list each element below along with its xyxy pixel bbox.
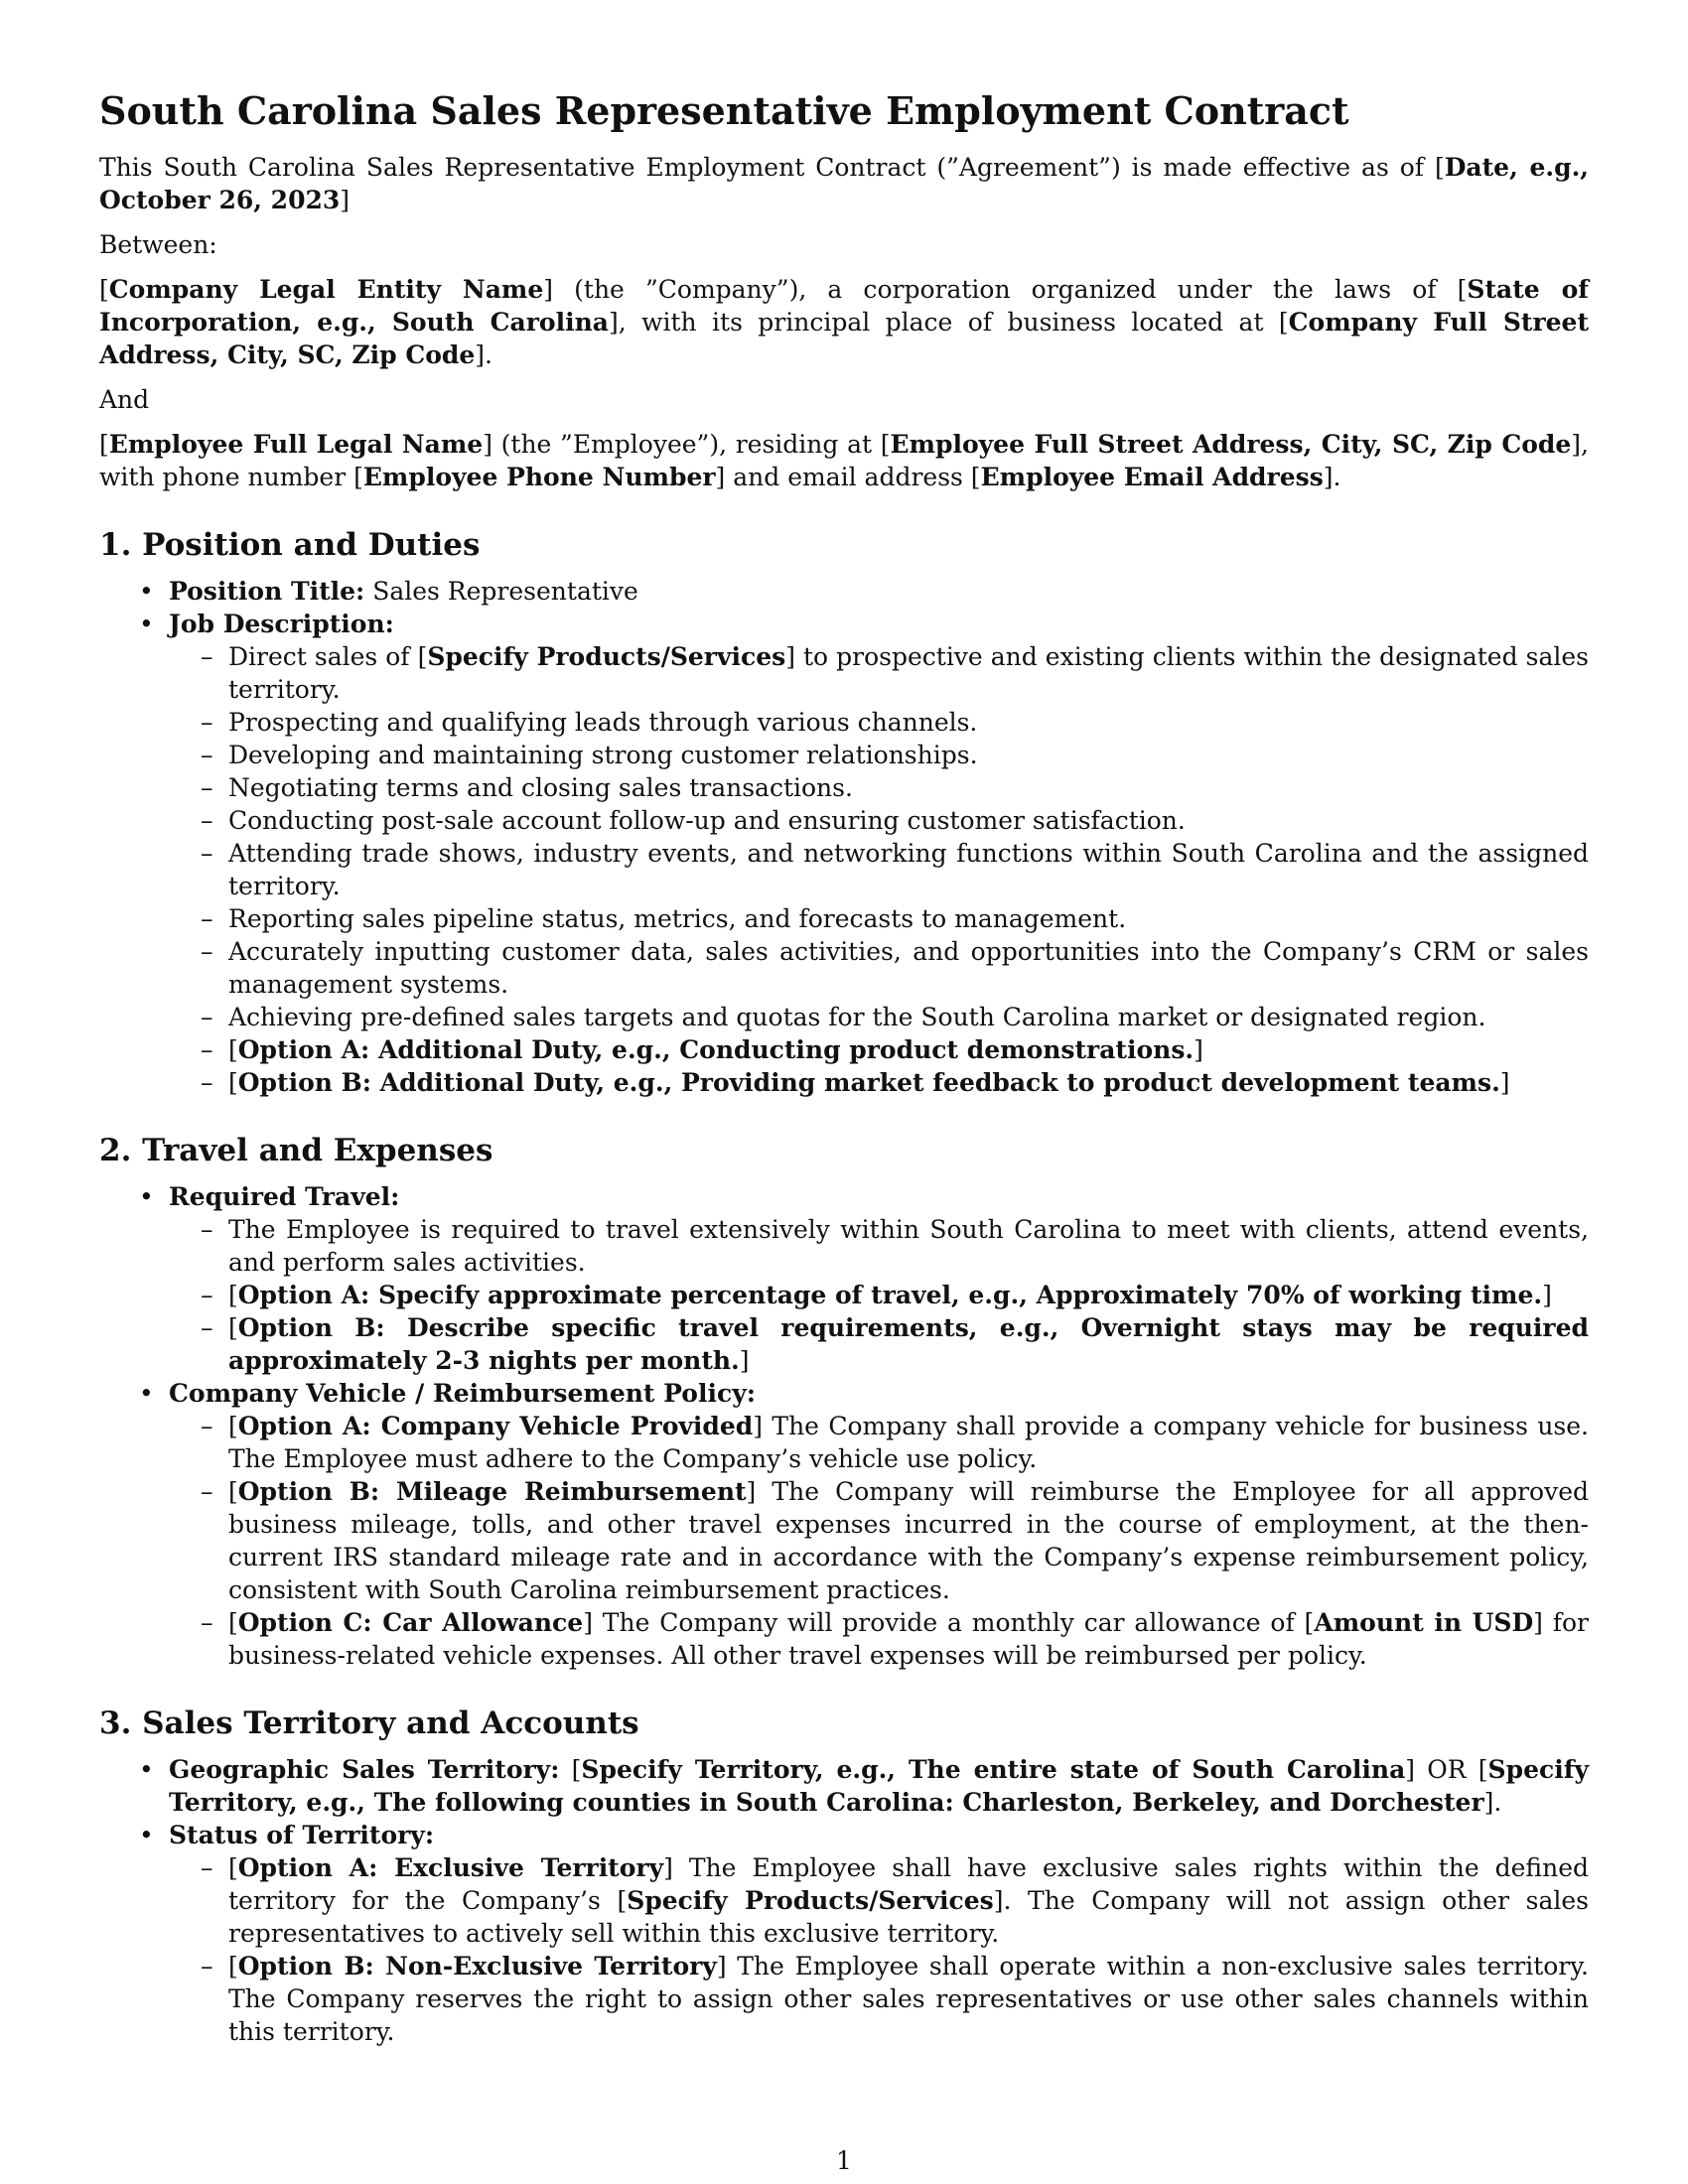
option-a-duty: Option A: Additional Duty, e.g., Conducting product demonstrations. (237, 1035, 1195, 1064)
travel-option-a: Option A: Specify approximate percentage of travel, e.g., Approximately 70% of working time. (237, 1281, 1543, 1309)
position-list (99, 575, 1589, 1099)
vehicle-option-a-label: Option A: Company Vehicle Provided (237, 1412, 754, 1440)
territory-option-a-label: Option A: Exclusive Territory (237, 1853, 664, 1882)
list-item (99, 608, 1589, 1099)
text: ] OR [ (1405, 1755, 1488, 1784)
amount-placeholder: Amount in USD (1314, 1608, 1534, 1637)
list-item: – Accurately inputting customer data, sales activities, and opportunities into the Company’s CRM or sales management systems. (169, 935, 1589, 1001)
text: The Company shall provide a company vehicle for business use. The Employee must adhere to the Company’s vehicle use policy. (228, 1412, 1589, 1473)
text: ] to prospective and existing clients within the designated sales territory. (228, 642, 1589, 704)
employee-phone-placeholder: Employee Phone Number (362, 463, 716, 491)
vehicle-policy-label: Company Vehicle / Reimbursement Policy: (169, 1379, 756, 1408)
list-item: – Conducting post-sale account follow-up and ensuring customer satisfaction. (169, 804, 1589, 837)
effective-date-placeholder: Date, e.g., October 26, 2023 (99, 153, 1589, 214)
page-title: South Carolina Sales Representative Employment Contract (99, 88, 1349, 133)
between-label: Between: (99, 230, 217, 259)
list-item: – Reporting sales pipeline status, metrics, and forecasts to management. (169, 902, 1589, 935)
state-placeholder: State of Incorporation, e.g., South Carolina (99, 275, 1589, 337)
duties-list (169, 640, 1589, 1099)
intro-text: This South Carolina Sales Representative Employment Contract (”Agreement”) is made effective as of [ (99, 153, 1445, 182)
position-title-label: Position Title: (169, 577, 365, 606)
text: ]. (1483, 1788, 1502, 1817)
section-heading-position: 1. Position and Duties (99, 527, 481, 563)
list-item: – Achieving pre-defined sales targets and quotas for the South Carolina market or designated region. (169, 1001, 1589, 1033)
text: ]. The Company will not assign other sales representatives to actively sell within this exclusive territory. (228, 1886, 1590, 1948)
employee-name-placeholder: Employee Full Legal Name (108, 430, 484, 459)
employee-email-placeholder: Employee Email Address (980, 463, 1324, 491)
list-item: – Developing and maintaining strong customer relationships. (169, 739, 1589, 771)
list-item (99, 1753, 1589, 1819)
and-label: And (99, 385, 150, 414)
text: ] and email address [ (715, 463, 981, 491)
employee-address-placeholder: Employee Full Street Address, City, SC, Zip Code (890, 430, 1572, 459)
list-item: – [Option B: Describe specific travel requirements, e.g., Overnight stays may be required approximately 2-3 nights per month.] (169, 1311, 1589, 1377)
list-item: – [Option B: Additional Duty, e.g., Providing market feedback to product development teams.] (169, 1066, 1589, 1099)
text: ] for business-related vehicle expenses. All other travel expenses will be reimbursed per policy. (228, 1608, 1589, 1670)
text: The Employee shall have exclusive sales rights within the defined territory for the Company’s [ (228, 1853, 1589, 1915)
list-item: – [Option A: Exclusive Territory] The Employee shall have exclusive sales rights within the defined territory for the Company’s [Specify Products/Services]. The Company will not assign other sales representatives to actively sell within this exclusive territory. (169, 1851, 1589, 1950)
text: [ (99, 430, 109, 459)
products-placeholder: Specify Products/Services (427, 642, 786, 671)
travel-option-b: Option B: Describe specific travel requirements, e.g., Overnight stays may be required approximately 2-3 nights per month. (228, 1313, 1589, 1375)
text: ] (the ”Employee”), residing at [ (483, 430, 891, 459)
geographic-territory-label: Geographic Sales Territory: (169, 1755, 560, 1784)
list-item: – [Option A: Specify approximate percentage of travel, e.g., Approximately 70% of working time.] (169, 1279, 1589, 1311)
position-title-value: Sales Representative (364, 577, 638, 606)
section-heading-territory: 3. Sales Territory and Accounts (99, 1706, 639, 1741)
list-item: – [Option C: Car Allowance] The Company will provide a monthly car allowance of [Amount in USD] for business-related vehicle expenses. All other travel expenses will be reimbursed per policy. (169, 1606, 1589, 1672)
list-item (99, 1180, 1589, 1377)
text: ]. (1323, 463, 1341, 491)
option-b-duty: Option B: Additional Duty, e.g., Providing market feedback to product development teams. (237, 1068, 1500, 1097)
territory-option-b-label: Option B: Non-Exclusive Territory (237, 1952, 717, 1980)
territory-list (99, 1753, 1589, 2048)
text: ], with phone number [ (99, 430, 1589, 491)
text: [ (559, 1755, 582, 1784)
page-number: 1 (836, 2146, 852, 2175)
list-item: – [Option A: Company Vehicle Provided] The Company shall provide a company vehicle for business use. The Employee must adhere to the Company’s vehicle use policy. (169, 1410, 1589, 1475)
intro-paragraph (99, 151, 1589, 216)
list-item (99, 575, 1589, 608)
territory-placeholder-1: Specify Territory, e.g., The entire state of South Carolina (581, 1755, 1406, 1784)
company-name-placeholder: Company Legal Entity Name (108, 275, 544, 304)
list-item: – [Option B: Non-Exclusive Territory] The Employee shall operate within a non-exclusive sales territory. The Company reserves the right to assign other sales representatives or use other sales channels within this territory. (169, 1950, 1589, 2048)
list-item (99, 1819, 1589, 2048)
section-heading-travel: 2. Travel and Expenses (99, 1133, 493, 1168)
employee-paragraph (99, 428, 1589, 493)
list-item: – [Option B: Mileage Reimbursement] The Company will reimburse the Employee for all approved business mileage, tolls, and other travel expenses incurred in the course of employment, at the then-current IRS standard mileage rate and in accordance with the Company’s expense reimbursement policy, consistent with South Carolina reimbursement practices. (169, 1475, 1589, 1606)
vehicle-sublist (169, 1410, 1589, 1672)
company-address-placeholder: Company Full Street Address, City, SC, Zip Code (99, 308, 1589, 369)
company-paragraph (99, 273, 1589, 371)
list-item (99, 1377, 1589, 1672)
vehicle-option-b-label: Option B: Mileage Reimbursement (237, 1477, 747, 1506)
products-placeholder: Specify Products/Services (627, 1886, 994, 1915)
intro-text: ] (340, 186, 351, 214)
list-item: – Attending trade shows, industry events, and networking functions within South Carolina and the assigned territory. (169, 837, 1589, 902)
text: ] (the ”Company”), a corporation organized under the laws of [ (543, 275, 1468, 304)
travel-sublist (169, 1213, 1589, 1377)
required-travel-label: Required Travel: (169, 1182, 400, 1211)
list-item: – The Employee is required to travel extensively within South Carolina to meet with clients, attend events, and perform sales activities. (169, 1213, 1589, 1279)
list-item: – [Option A: Additional Duty, e.g., Conducting product demonstrations.] (169, 1033, 1589, 1066)
text: The Employee shall operate within a non-exclusive sales territory. The Company reserves the right to assign other sales representatives or use other sales channels within this territory. (228, 1952, 1589, 2046)
territory-placeholder-2: Specify Territory, e.g., The following counties in South Carolina: Charleston, Berkeley, and Dorchester (169, 1755, 1589, 1817)
text: ], with its principal place of business located at [ (608, 308, 1289, 337)
vehicle-option-c-label: Option C: Car Allowance (237, 1608, 584, 1637)
list-item (169, 640, 1589, 706)
travel-list (99, 1180, 1589, 1672)
text: ]. (475, 341, 492, 369)
text: The Company will reimburse the Employee for all approved business mileage, tolls, and other travel expenses incurred in the course of employment, at the then-current IRS standard mileage rate and in accordance with the Company’s expense reimbursement policy, consistent with South Carolina reimbursement practices. (228, 1477, 1589, 1604)
list-item: – Prospecting and qualifying leads through various channels. (169, 706, 1589, 739)
job-description-label: Job Description: (169, 610, 394, 638)
text: The Company will provide a monthly car allowance of [ (592, 1608, 1315, 1637)
list-item: – Negotiating terms and closing sales transactions. (169, 771, 1589, 804)
text: [ (99, 275, 109, 304)
text: Direct sales of [ (228, 642, 428, 671)
territory-status-label: Status of Territory: (169, 1821, 435, 1849)
territory-sublist (169, 1851, 1589, 2048)
